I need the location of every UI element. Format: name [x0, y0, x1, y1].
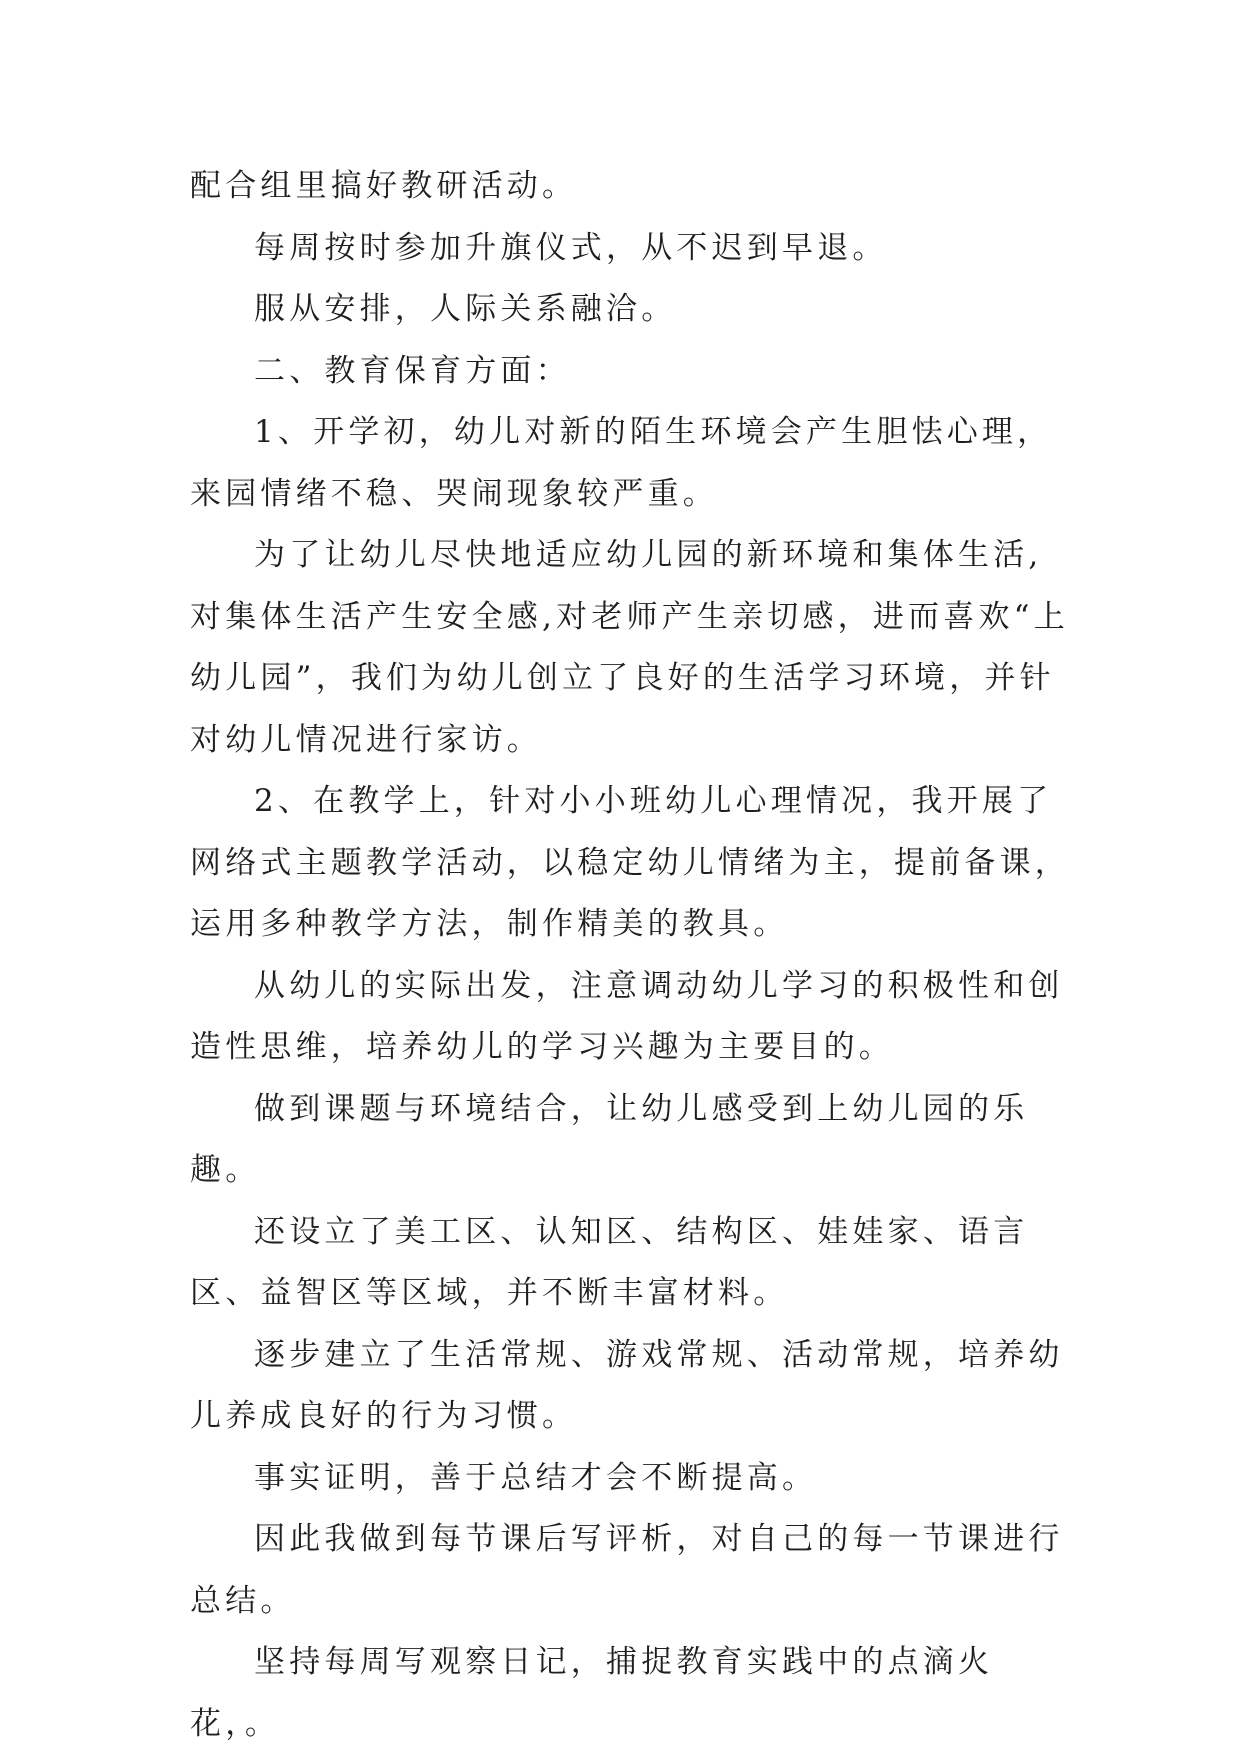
section-heading-education: 二、教育保育方面： [254, 352, 571, 389]
paragraph-1: 配合组里搞好教研活动。 [190, 168, 578, 204]
paragraph-6: 为了让幼儿尽快地适应幼儿园的新环境和集体生活,对集体生活产生安全感,对老师产生亲切感，进而喜欢“上幼儿园”，我们为幼儿创立了良好的生活学习环境，并针对幼儿情况进行家访。 [190, 537, 1069, 758]
paragraph-10: 还设立了美工区、认知区、结构区、娃娃家、语言区、益智区等区域，并不断丰富材料。 [190, 1213, 1029, 1311]
document-body [190, 156, 1070, 1755]
paragraph-9: 做到课题与环境结合，让幼儿感受到上幼儿园的乐趣。 [190, 1090, 1029, 1188]
paragraph-5: 1、开学初，幼儿对新的陌生环境会产生胆怯心理，来园情绪不稳、哭闹现象较严重。 [190, 414, 1053, 512]
paragraph-7: 2、在教学上，针对小小班幼儿心理情况，我开展了网络式主题教学活动，以稳定幼儿情绪为主，提前备课，运用多种教学方法，制作精美的教具。 [190, 783, 1070, 942]
paragraph-12: 事实证明，善于总结才会不断提高。 [254, 1459, 818, 1496]
paragraph-14: 坚持每周写观察日记，捕捉教育实践中的点滴火花，。 [190, 1644, 994, 1742]
paragraph-2: 每周按时参加升旗仪式，从不迟到早退。 [254, 229, 888, 266]
paragraph-3: 服从安排，人际关系融洽。 [254, 291, 677, 327]
paragraph-8: 从幼儿的实际出发，注意调动幼儿学习的积极性和创造性思维，培养幼儿的学习兴趣为主要目的。 [190, 967, 1064, 1065]
paragraph-13: 因此我做到每节课后写评析，对自己的每一节课进行总结。 [190, 1521, 1064, 1619]
paragraph-11: 逐步建立了生活常规、游戏常规、活动常规，培养幼儿养成良好的行为习惯。 [190, 1336, 1064, 1434]
